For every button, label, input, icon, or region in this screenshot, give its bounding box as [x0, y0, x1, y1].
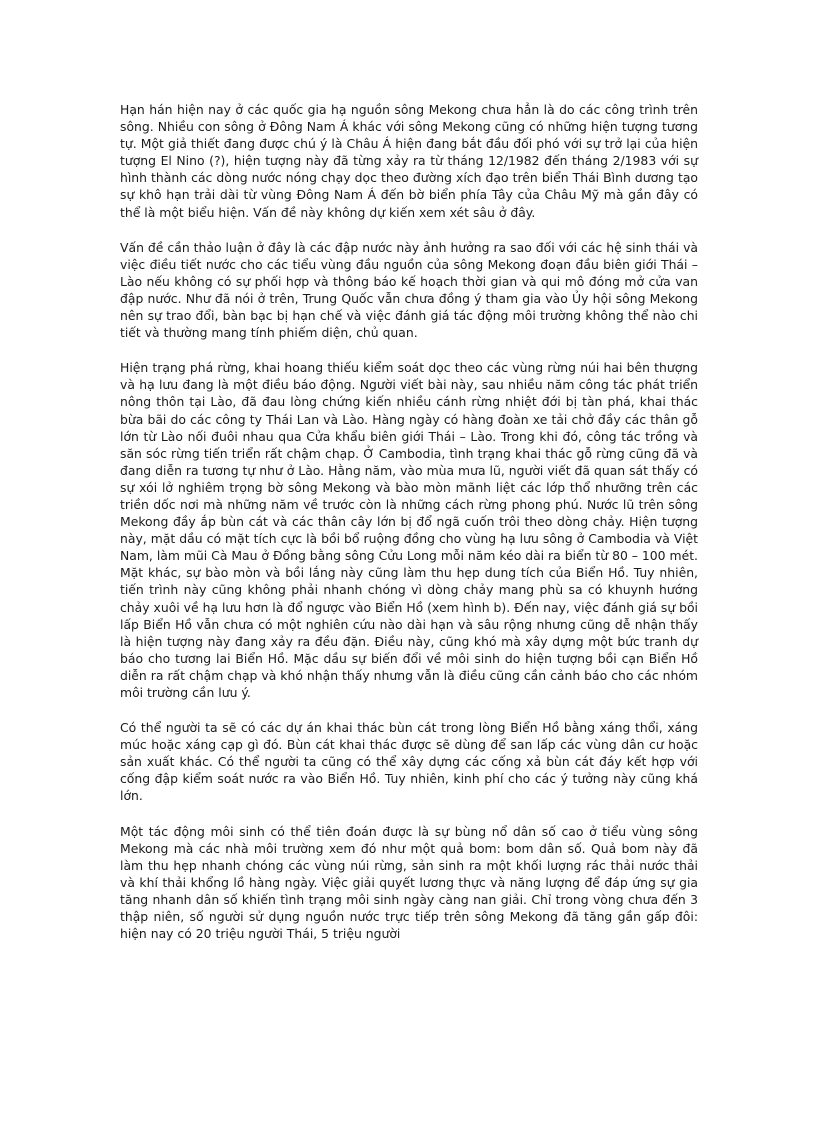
document-page — [120, 101, 698, 960]
paragraph-sediment-projects: Có thể người ta sẽ có các dự án khai thác bùn cát trong lòng Biển Hồ bằng xáng thổi, xáng múc hoặc xáng cạp gì đó. Bùn cát khai thác được sẽ dùng để san lấp các vùng dân cư hoặc sản xuất khác. Có thể người ta cũng có thể xây dựng các cống xả bùn cát đáy kết hợp với cống đập kiểm soát nước ra vào Biển Hồ. Tuy nhiên, kinh phí cho các ý tưởng này cũng khá lớn. — [120, 720, 698, 804]
paragraph-el-nino: Hạn hán hiện nay ở các quốc gia hạ nguồn sông Mekong chưa hẳn là do các công trình trên sông. Nhiều con sông ở Đông Nam Á khác với sông Mekong cũng có những hiện tượng tương tự. Một giả thiết đang được chú ý là Châu Á hiện đang bắt đầu đối phó với sự trở lại của hiện tượng El Nino (?), hiện tượng này đã từng xảy ra từ tháng 12/1982 đến tháng 2/1983 với sự hình thành các dòng nước nóng chạy dọc theo đường xích đạo trên biển Thái Bình dương tạo sự khô hạn trải dài từ vùng Đông Nam Á đến bờ biển phía Tây của Châu Mỹ mà gần đây có thể là một biểu hiện. Vấn đề này không dự kiến xem xét sâu ở đây. — [120, 102, 698, 220]
paragraph-dam-impact: Vấn đề cần thảo luận ở đây là các đập nước này ảnh hưởng ra sao đối với các hệ sinh thái và việc điều tiết nước cho các tiểu vùng đầu nguồn của sông Mekong đoạn đầu biên giới Thái – Lào nếu không có sự phối hợp và thông báo kế hoạch thời gian và qui mô đóng mở cửa van đập nước. Như đã nói ở trên, Trung Quốc vẫn chưa đồng ý tham gia vào Ủy hội sông Mekong nên sự trao đổi, bàn bạc bị hạn chế và việc đánh giá tác động môi trường không thể nào chi tiết và thường mang tính phiếm diện, chủ quan. — [120, 239, 698, 341]
paragraph-deforestation: Hiện trạng phá rừng, khai hoang thiếu kiểm soát dọc theo các vùng rừng núi hai bên thượng và hạ lưu đang là một điều báo động. Người viết bài này, sau nhiều năm công tác phát triển nông thôn tại Lào, đã đau lòng chứng kiến nhiều cánh rừng nhiệt đới bị tàn phá, khai thác bừa bãi do các công ty Thái Lan và Lào. Hàng ngày có hàng đoàn xe tải chở đầy các thân gỗ lớn từ Lào nối đuôi nhau qua Cửa khẩu biên giới Thái – Lào. Trong khi đó, công tác trồng và săn sóc rừng tiến triển rất chậm chạp. Ở Cambodia, tình trạng khai thác gỗ rừng cũng đã và đang diễn ra tương tự như ở Lào. Hằng năm, vào mùa mưa lũ, người viết đã quan sát thấy có sự xói lở nghiêm trọng bờ sông Mekong và bào mòn mãnh liệt các lớp thổ nhưỡng trên các triền dốc nơi mà những năm về trước còn là những cách rừng phong phú. Nước lũ trên sông Mekong đầy ắp bùn cát và các thân cây lớn bị đổ ngã cuốn trôi theo dòng chảy. Hiện tượng này, mặt dầu có mặt tích cực là bồi bổ ruộng đồng cho vùng hạ lưu sông ở Cambodia và Việt Nam, làm mũi Cà Mau ở Đồng bằng sông Cửu Long mỗi năm kéo dài ra biển từ 80 – 100 mét. Mặt khác, sự bào mòn và bồi lắng này cũng làm thu hẹp dung tích của Biển Hồ. Tuy nhiên, tiến trình này cũng không phải nhanh chóng vì dòng chảy mang phù sa có khuynh hướng chảy xuôi về hạ lưu hơn là đổ ngược vào Biển Hồ (xem hình b). Đến nay, việc đánh giá sự bồi lấp Biển Hồ vẫn chưa có một nghiên cứu nào dài hạn và sâu rộng nhưng cũng dễ nhận thấy là hiện tượng này đang xảy ra đều đặn. Điều này, cũng khó mà xây dựng một bức tranh dự báo cho tương lai Biển Hồ. Mặc dầu sự biến đổi về môi sinh do hiện tượng bồi cạn Biển Hồ diễn ra rất chậm chạp và khó nhận thấy nhưng vẫn là điều cũng cần cảnh báo cho các nhóm môi trường cần lưu ý. — [120, 360, 699, 700]
paragraph-population: Một tác động môi sinh có thể tiên đoán được là sự bùng nổ dân số cao ở tiểu vùng sông Mekong mà các nhà môi trường xem đó như một quả bom: bom dân số. Quả bom này đã làm thu hẹp nhanh chóng các vùng núi rừng, sản sinh ra một khối lượng rác thải nước thải và khí thải khổng lồ hàng ngày. Việc giải quyết lương thực và năng lượng để đáp ứng sự gia tăng nhanh dân số khiến tình trạng môi sinh ngày càng nan giải. Chỉ trong vòng chưa đến 3 thập niên, số người sử dụng nguồn nước trực tiếp trên sông Mekong đã tăng gần gấp đôi: hiện nay có 20 triệu người Thái, 5 triệu người — [120, 823, 698, 942]
